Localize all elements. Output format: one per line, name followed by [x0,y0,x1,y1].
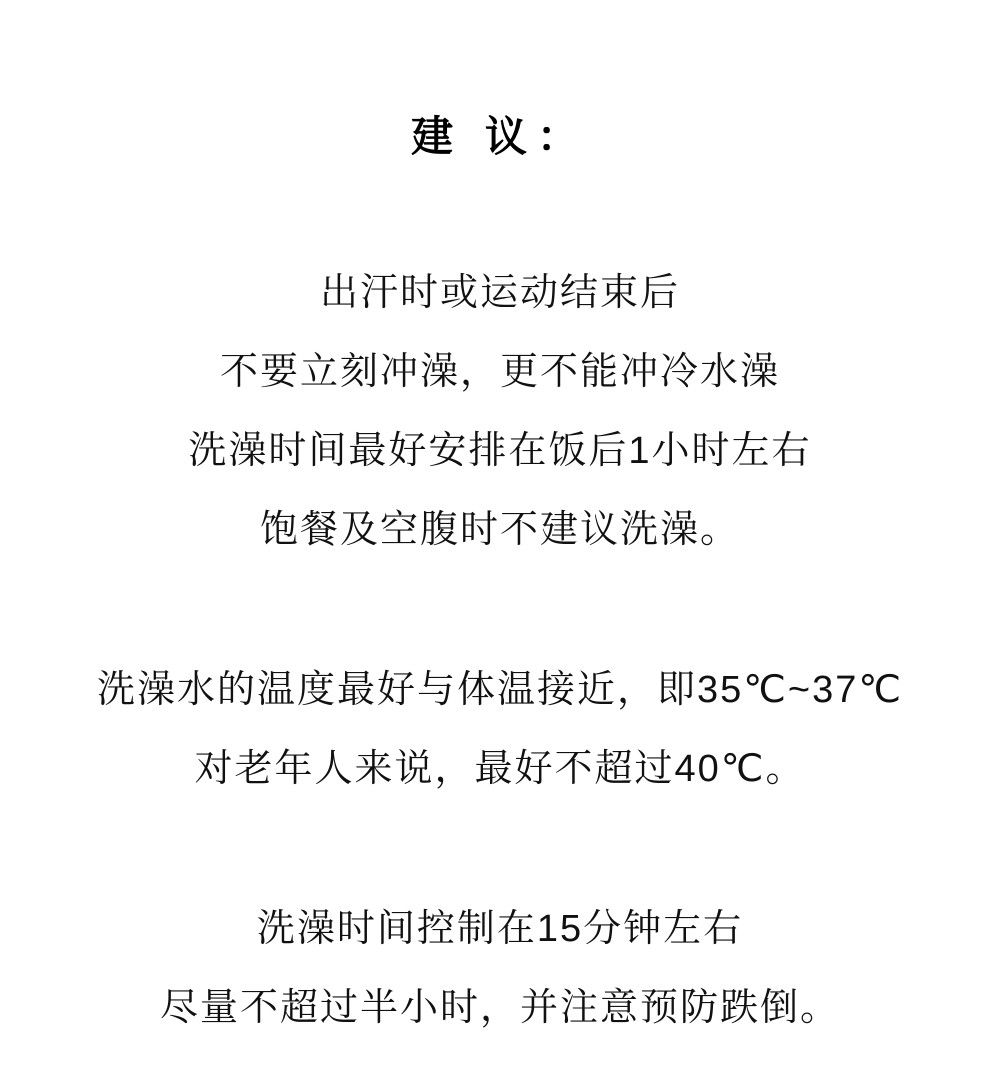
text-line: 洗澡时间控制在15分钟左右 [256,908,744,950]
text-line: 不要立刻冲澡，更不能冲冷水澡 [219,351,780,393]
text-line: 洗澡时间最好安排在饭后1小时左右 [188,430,812,472]
text-line: 对老年人来说，最好不超过40℃。 [194,748,806,790]
paragraph-bathing-timing [0,254,1000,570]
page-title: 建 议： [411,113,589,160]
paragraph-bathing-duration [0,890,1000,1048]
text-line: 出汗时或运动结束后 [319,272,680,314]
text-line: 洗澡水的温度最好与体温接近，即35℃~37℃ [96,669,904,711]
text-line: 饱餐及空腹时不建议洗澡。 [259,509,740,551]
text-line: 尽量不超过半小时，并注意预防跌倒。 [159,987,840,1029]
paragraph-water-temperature [0,651,1000,809]
